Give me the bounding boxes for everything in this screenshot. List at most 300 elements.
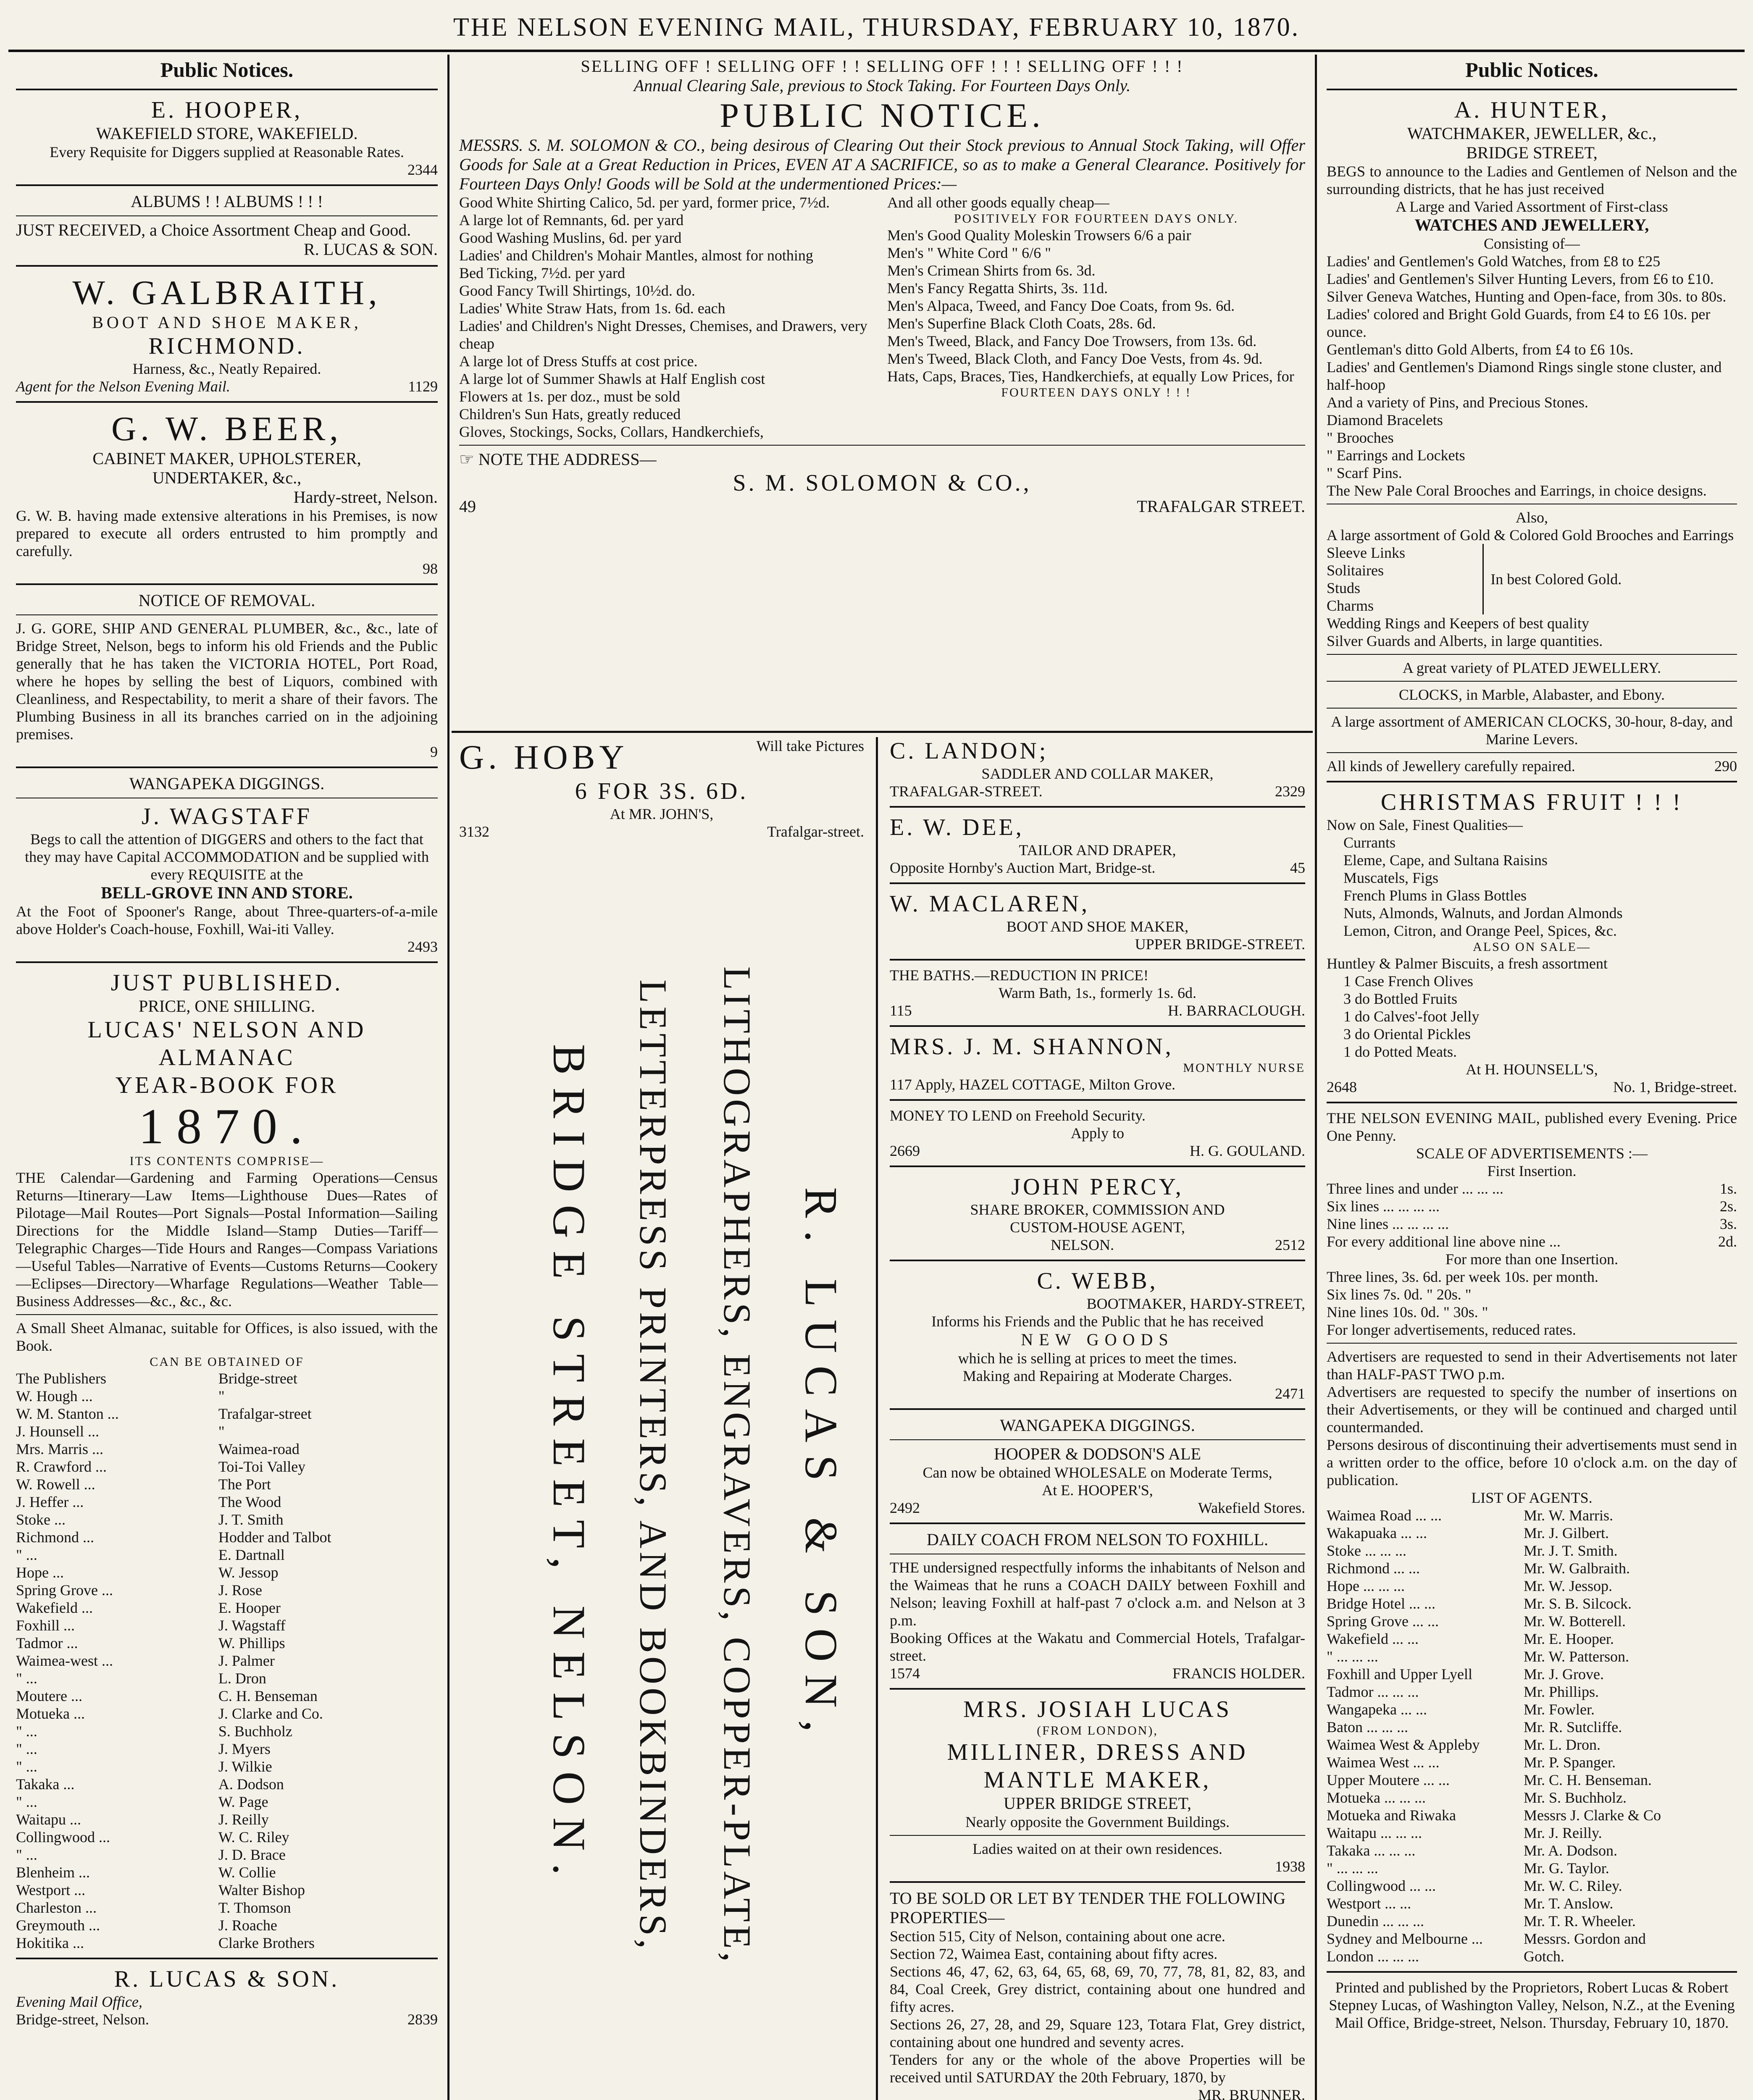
hunter-line: WATCHMAKER, JEWELLER, &c., <box>1407 124 1657 143</box>
hunter-title: WATCHES AND JEWELLERY, <box>1414 215 1649 234</box>
ale-text: Can now be obtained WHOLESALE on Moderate Terms, <box>922 1464 1272 1481</box>
agent-place: R. Crawford ... <box>16 1458 107 1475</box>
agent-row <box>16 1458 438 1475</box>
agent-row <box>1327 1771 1737 1789</box>
agent-place: Collingwood ... ... <box>1327 1877 1436 1894</box>
agent-place: W. Rowell ... <box>16 1476 95 1493</box>
rate-label: For every additional line above nine ... <box>1327 1233 1561 1250</box>
hunter-consisting: Consisting of— <box>1483 235 1580 252</box>
galbraith-name: W. GALBRAITH, <box>72 273 381 312</box>
agent-place: " ... <box>16 1740 37 1757</box>
agent-place: Stoke ... ... ... <box>1327 1542 1407 1559</box>
agent-place: Hokitika ... <box>16 1935 84 1951</box>
coach-name: FRANCIS HOLDER. <box>1172 1665 1305 1682</box>
solomon-address: S. M. SOLOMON & CO., <box>733 470 1032 496</box>
percy-town: NELSON. <box>1051 1236 1114 1253</box>
agent-row <box>1327 1595 1737 1612</box>
ale-footer <box>890 1499 1305 1517</box>
divider <box>890 882 1305 884</box>
price-item: FOURTEEN DAYS ONLY ! ! ! <box>1001 386 1191 399</box>
ad-number: 290 <box>1714 758 1737 774</box>
webb-name: C. WEBB, <box>1037 1268 1158 1294</box>
ad-number: 2329 <box>1275 783 1305 800</box>
agent-place: J. Hounsell ... <box>16 1423 99 1440</box>
agent-name: Mr. P. Spanger. <box>1523 1754 1616 1771</box>
divider <box>1327 1971 1737 1973</box>
agent-name: Mr. E. Hooper. <box>1523 1630 1614 1647</box>
wangapeka-title: WANGAPEKA DIGGINGS. <box>129 774 325 793</box>
divider <box>16 1958 438 1959</box>
divider <box>459 445 1305 446</box>
agent-row <box>1327 1507 1737 1524</box>
tender-item: Section 72, Waimea East, containing about fifty acres. <box>890 1945 1218 1962</box>
bracket-item: Charms <box>1327 597 1374 614</box>
price-item: Gloves, Stockings, Socks, Collars, Handkerchiefs, <box>459 423 764 440</box>
agent-place: Foxhill ... <box>16 1617 75 1634</box>
beer-line3: Hardy-street, Nelson. <box>293 488 438 507</box>
price-list-left <box>459 194 877 441</box>
ad-number: 2839 <box>407 2011 438 2028</box>
rate-value: 2s. <box>1719 1198 1737 1215</box>
jewellery-item: " Brooches <box>1327 429 1394 446</box>
divider <box>1327 681 1737 682</box>
divider <box>890 806 1305 808</box>
obtained-title: CAN BE OBTAINED OF <box>150 1355 304 1369</box>
maclaren-street: UPPER BRIDGE-STREET. <box>1135 936 1305 953</box>
agent-place: Richmond ... <box>16 1529 94 1546</box>
agent-name: W. Page <box>218 1793 268 1810</box>
agent-row <box>16 1722 438 1740</box>
agent-row <box>16 1405 438 1423</box>
fruit-also-text: Huntley & Palmer Biscuits, a fresh assortment <box>1327 955 1608 972</box>
footer-line1: Evening Mail Office, <box>16 1993 142 2010</box>
ad-number: 2492 <box>890 1499 920 1516</box>
vertical-line-2: LITHOGRAPHERS, ENGRAVERS, COPPER-PLATE, <box>716 966 759 1965</box>
agent-row <box>1327 1648 1737 1665</box>
galbraith-agent-row <box>16 378 438 395</box>
percy-line1: SHARE BROKER, COMMISSION AND <box>970 1201 1225 1218</box>
solomon-intro: MESSRS. S. M. SOLOMON & CO., being desirous of Clearing Out their Stock previous to Annual Stock Taking, will Offer Goods for Sale at a Great Reduction in Prices, EVEN AT A SACRIFICE, so as to make a General Clearance. Positively for Fourteen Days Only! Goods will be Sold at the undermentioned Prices:— <box>459 136 1305 193</box>
bell-grove-location: At the Foot of Spooner's Range, about Three-quarters-of-a-mile above Holder's Coach-house, Foxhill, Wai-iti Valley. <box>16 903 438 937</box>
agent-row <box>1327 1789 1737 1806</box>
hooper-text: Every Requisite for Diggers supplied at Reasonable Rates. <box>50 144 404 160</box>
agent-name: Mr. Phillips. <box>1523 1683 1599 1700</box>
agent-place: Collingwood ... <box>16 1829 110 1845</box>
agent-name: E. Hooper <box>218 1599 281 1616</box>
agent-name: Bridge-street <box>218 1370 297 1387</box>
galbraith-line2: RICHMOND. <box>148 333 305 359</box>
agent-place: Spring Grove ... ... <box>1327 1613 1439 1630</box>
coach-text: THE undersigned respectfully informs the inhabitants of Nelson and the Waimeas that he runs a COACH DAILY between Foxhill and Nelson; leaving Foxhill at half-past 7 o'clock a.m. and Nelson at 3 p.m. <box>890 1559 1305 1629</box>
agent-place: Wakefield ... <box>16 1599 93 1616</box>
divider <box>890 1881 1305 1883</box>
mrs-lucas-line: MILLINER, DRESS AND MANTLE MAKER, <box>947 1739 1248 1793</box>
tender-list <box>890 1927 1305 2051</box>
rate-row <box>1327 1180 1737 1197</box>
agent-row <box>16 1370 438 1387</box>
annual-sale: Annual Clearing Sale, previous to Stock Taking. For Fourteen Days Only. <box>633 76 1131 95</box>
agent-name: T. Thomson <box>218 1899 291 1916</box>
agent-name: E. Dartnall <box>218 1546 285 1563</box>
pointing-hand-icon: ☞ <box>459 450 478 469</box>
agent-name: " <box>218 1388 225 1404</box>
price-item: Hats, Caps, Braces, Ties, Handkerchiefs, at equally Low Prices, for <box>887 368 1294 385</box>
agent-row <box>16 1775 438 1793</box>
agent-name: Hodder and Talbot <box>218 1529 331 1546</box>
divider <box>890 1166 1305 1167</box>
agent-place: Wangapeka ... ... <box>1327 1701 1427 1718</box>
agent-place: Moutere ... <box>16 1688 82 1704</box>
shannon-name: MRS. J. M. SHANNON, <box>890 1034 1174 1060</box>
agent-name: J. Rose <box>218 1582 262 1599</box>
coach-footer <box>890 1664 1305 1682</box>
hunter-repaired: All kinds of Jewellery carefully repaired. <box>1327 758 1575 774</box>
agent-row <box>1327 1665 1737 1683</box>
tender-item: Sections 26, 27, 28, and 29, Square 123, Totara Flat, Grey district, containing about one hundred and seventy acres. <box>890 2016 1305 2050</box>
money-text: MONEY TO LEND on Freehold Security. <box>890 1107 1146 1124</box>
agent-row <box>16 1581 438 1599</box>
ad-number: 2344 <box>407 161 438 178</box>
agent-row <box>1327 1877 1737 1895</box>
agent-row <box>16 1687 438 1705</box>
agent-place: London ... ... ... <box>1327 1948 1419 1965</box>
beer-name: G. W. BEER, <box>111 410 342 448</box>
agent-place: " ... <box>16 1758 37 1775</box>
agent-name: J. Reilly <box>218 1811 269 1828</box>
price-item: Ladies' and Children's Night Dresses, Chemises, and Drawers, very cheap <box>459 318 867 352</box>
price-item: A large lot of Remnants, 6d. per yard <box>459 212 684 228</box>
agent-name: J. Myers <box>218 1740 271 1757</box>
agent-place: Hope ... ... ... <box>1327 1578 1405 1594</box>
baths-line: Warm Bath, 1s., formerly 1s. 6d. <box>998 984 1197 1001</box>
fruit-item: Lemon, Citron, and Orange Peel, Spices, &c. <box>1343 922 1617 939</box>
rate-row: Six lines 7s. 0d. " 20s. " <box>1327 1286 1472 1303</box>
agent-row <box>1327 1859 1737 1877</box>
webb-goods: NEW GOODS <box>1021 1330 1174 1349</box>
agent-name: Mr. W. Patterson. <box>1523 1648 1629 1665</box>
agent-place: Greymouth ... <box>16 1917 100 1934</box>
ale-place: Wakefield Stores. <box>1198 1499 1305 1516</box>
agent-row <box>1327 1577 1737 1595</box>
agent-row <box>16 1599 438 1617</box>
agent-place: " ... <box>16 1723 37 1740</box>
price-item: Children's Sun Hats, greatly reduced <box>459 406 681 423</box>
agent-row <box>16 1475 438 1493</box>
albums-signature: R. LUCAS & SON. <box>304 240 438 259</box>
hoby-text: Will take Pictures <box>756 738 864 754</box>
mrs-lucas-from: (FROM LONDON), <box>1037 1724 1158 1738</box>
ad-number: 2648 <box>1327 1079 1357 1095</box>
price-item: Good White Shirting Calico, 5d. per yard, former price, 7½d. <box>459 194 830 211</box>
hoby-top <box>459 737 864 777</box>
agent-name: Mr. J. Gilbert. <box>1523 1525 1609 1541</box>
agent-place: Richmond ... ... <box>1327 1560 1420 1577</box>
agent-row <box>16 1811 438 1828</box>
agent-name: Mr. J. Reilly. <box>1523 1824 1602 1841</box>
agent-row <box>1327 1806 1737 1824</box>
jewellery-item: Ladies' and Gentlemen's Silver Hunting Levers, from £6 to £10. <box>1327 270 1714 287</box>
jewellery-item: Silver Guards and Alberts, in large quantities. <box>1327 633 1603 649</box>
hoby-price: 6 FOR 3S. 6D. <box>575 778 749 804</box>
hunter-also-text: A large assortment of Gold & Colored Gold Brooches and Earrings <box>1327 527 1734 543</box>
agent-place: " ... <box>16 1546 37 1563</box>
more-insertion: For more than one Insertion. <box>1446 1251 1618 1268</box>
agent-place: Waitapu ... ... ... <box>1327 1824 1422 1841</box>
agent-place: Motueka and Riwaka <box>1327 1807 1456 1824</box>
agent-row <box>16 1564 438 1581</box>
section-header: Public Notices. <box>160 58 294 81</box>
rate-value: 3s. <box>1719 1215 1737 1232</box>
agent-row <box>16 1740 438 1758</box>
agent-row <box>1327 1824 1737 1842</box>
agent-row <box>1327 1736 1737 1754</box>
agent-place: Charleston ... <box>16 1899 97 1916</box>
hunter-items <box>1327 252 1737 499</box>
public-notice-title: PUBLIC NOTICE. <box>720 96 1045 134</box>
vertical-line-4: BRIDGE STREET, NELSON. <box>544 1044 595 1888</box>
masthead: THE NELSON EVENING MAIL, THURSDAY, FEBRUARY 10, 1870. <box>453 13 1300 42</box>
baths-footer <box>890 1002 1305 1019</box>
ad-number: 1574 <box>890 1665 920 1682</box>
agent-name: " <box>218 1423 225 1440</box>
beer-line1: CABINET MAKER, UPHOLSTERER, <box>92 449 361 468</box>
rate-label: Nine lines ... ... ... ... <box>1327 1215 1449 1232</box>
divider <box>16 961 438 963</box>
agent-name: Mr. C. H. Benseman. <box>1523 1772 1652 1788</box>
agent-name: W. Phillips <box>218 1635 285 1651</box>
rates-table <box>1327 1180 1737 1250</box>
shannon-addr: 117 Apply, HAZEL COTTAGE, Milton Grove. <box>890 1076 1176 1093</box>
webb-text3: Making and Repairing at Moderate Charges. <box>962 1368 1233 1384</box>
agent-place: Blenheim ... <box>16 1864 90 1881</box>
agent-row <box>1327 1683 1737 1701</box>
agent-row <box>16 1670 438 1687</box>
agent-name: Mr. W. Jessop. <box>1523 1578 1612 1594</box>
agent-row <box>16 1881 438 1899</box>
bracket-item: Studs <box>1327 580 1361 596</box>
rate-value: 1s. <box>1719 1180 1737 1197</box>
agent-row <box>16 1793 438 1811</box>
agent-name: Walter Bishop <box>218 1882 305 1898</box>
hoby-name: G. HOBY <box>459 738 628 776</box>
bracket-group <box>1327 544 1737 614</box>
fruit-footer <box>1327 1078 1737 1096</box>
ad-number: 1938 <box>1275 1858 1305 1875</box>
fruit-item: 3 do Bottled Fruits <box>1343 990 1458 1007</box>
advertisers-p3: Persons desirous of discontinuing their advertisements must send in a written order to the office, before 10 o'clock a.m. on the day of publication. <box>1327 1436 1737 1488</box>
tender-item: Section 515, City of Nelson, containing about one acre. <box>890 1928 1225 1945</box>
rate-label: Three lines and under ... ... ... <box>1327 1180 1503 1197</box>
jewellery-item: Diamond Bracelets <box>1327 412 1443 428</box>
agent-row <box>1327 1930 1737 1948</box>
baths-text: THE BATHS.—REDUCTION IN PRICE! <box>890 967 1149 984</box>
price-item: Men's Good Quality Moleskin Trowsers 6/6 a pair <box>887 227 1191 244</box>
agent-name: W. Jessop <box>218 1564 279 1581</box>
dee-addr: Opposite Hornby's Auction Mart, Bridge-st. <box>890 859 1156 876</box>
agent-name: Messrs. Gordon and <box>1523 1930 1646 1947</box>
almanac-line2: YEAR-BOOK FOR <box>115 1072 339 1098</box>
mrs-lucas-name: MRS. JOSIAH LUCAS <box>963 1696 1232 1722</box>
coach-offices: Booking Offices at the Wakatu and Commercial Hotels, Trafalgar-street. <box>890 1630 1305 1664</box>
agent-name: J. Clarke and Co. <box>218 1705 323 1722</box>
agent-place: Sydney and Melbourne ... <box>1327 1930 1483 1947</box>
agent-name: Mr. G. Taylor. <box>1523 1860 1609 1877</box>
sheet-almanac: A Small Sheet Almanac, suitable for Offices, is also issued, with the Book. <box>16 1320 438 1354</box>
bracket-label: In best Colored Gold. <box>1490 571 1622 588</box>
divider <box>890 1522 1305 1524</box>
almanac-line1: LUCAS' NELSON AND ALMANAC <box>87 1017 366 1071</box>
hunter-also: Also, <box>1515 509 1548 526</box>
hunter-plated: A great variety of PLATED JEWELLERY. <box>1402 659 1661 676</box>
agent-name: Trafalgar-street <box>218 1405 312 1422</box>
fruit-item: Eleme, Cape, and Sultana Raisins <box>1343 852 1548 869</box>
galbraith-agent: Agent for the Nelson Evening Mail. <box>16 378 230 395</box>
ale-at: At E. HOOPER'S, <box>1042 1482 1153 1499</box>
jewellery-item: The New Pale Coral Brooches and Earrings, in choice designs. <box>1327 482 1707 499</box>
column-rule-1 <box>447 55 449 2100</box>
agent-row <box>16 1828 438 1846</box>
agent-row <box>1327 1948 1737 1965</box>
agent-place: Baton ... ... ... <box>1327 1719 1408 1735</box>
fruit-item: 3 do Oriental Pickles <box>1343 1026 1471 1042</box>
first-insertion: First Insertion. <box>1487 1163 1577 1179</box>
webb-line: BOOTMAKER, HARDY-STREET, <box>1086 1295 1305 1312</box>
agent-name: C. H. Benseman <box>218 1688 318 1704</box>
almanac-year: 1870. <box>139 1098 315 1154</box>
footer-row <box>16 2011 438 2028</box>
agent-place: Hope ... <box>16 1564 64 1581</box>
agent-row <box>16 1758 438 1775</box>
fruit-also: ALSO ON SALE— <box>1473 940 1591 954</box>
agent-place: Motueka ... ... ... <box>1327 1789 1426 1806</box>
jewellery-item: " Earrings and Lockets <box>1327 447 1465 464</box>
contents-title: ITS CONTENTS COMPRISE— <box>129 1154 324 1168</box>
agent-name: Mr. S. B. Silcock. <box>1523 1595 1632 1612</box>
agent-name: Mr. Fowler. <box>1523 1701 1595 1718</box>
removal-text: J. G. GORE, SHIP AND GENERAL PLUMBER, &c., &c., late of Bridge Street, Nelson, begs to inform his old Friends and the Public generally that he has taken the VICTORIA HOTEL, Port Road, where he hopes by selling the best of Liquors, combined with Cleanliness, and Respectability, to merit a share of their favors. The Plumbing Business in all its branches carried on in the adjoining premises. <box>16 620 438 743</box>
beer-text: G. W. B. having made extensive alterations in his Premises, is now prepared to execute all orders entrusted to him promptly and carefully. <box>16 507 438 559</box>
agent-name: A. Dodson <box>218 1776 284 1793</box>
agent-row <box>16 1899 438 1916</box>
divider <box>16 614 438 615</box>
agent-row <box>16 1916 438 1934</box>
advertisers-p1: Advertisers are requested to send in their Advertisements not later than HALF-PAST TWO p.m. <box>1327 1348 1737 1383</box>
hunter-clocks: CLOCKS, in Marble, Alabaster, and Ebony. <box>1398 686 1665 703</box>
agent-row <box>1327 1754 1737 1771</box>
published-title: JUST PUBLISHED. <box>110 970 343 996</box>
dee-name: E. W. DEE, <box>890 814 1024 840</box>
fruit-item: Currants <box>1343 834 1396 851</box>
agent-place: Waimea-west ... <box>16 1652 113 1669</box>
agent-row <box>1327 1912 1737 1930</box>
percy-footer <box>890 1236 1305 1254</box>
agent-place: Upper Moutere ... ... <box>1327 1772 1450 1788</box>
column-public-notices-right <box>1319 57 1745 2100</box>
longer-ads: For longer advertisements, reduced rates. <box>1327 1321 1576 1338</box>
price-item: A large lot of Dress Stuffs at cost price. <box>459 353 698 370</box>
agent-name: Mr. T. R. Wheeler. <box>1523 1913 1636 1929</box>
albums-title: ALBUMS ! ! ALBUMS ! ! ! <box>131 192 323 211</box>
agent-place: Motueka ... <box>16 1705 85 1722</box>
money-name: H. G. GOULAND. <box>1190 1142 1305 1159</box>
agent-name: W. C. Riley <box>218 1829 289 1845</box>
agent-name: Waimea-road <box>218 1441 300 1457</box>
agent-place: Takaka ... ... ... <box>1327 1842 1416 1859</box>
ale-name: HOOPER & DODSON'S ALE <box>994 1444 1201 1463</box>
ad-number: 1129 <box>408 378 438 395</box>
landon-street: TRAFALGAR-STREET. <box>890 783 1043 800</box>
agent-name: Mr. J. T. Smith. <box>1523 1542 1618 1559</box>
agent-place: " ... <box>16 1670 37 1687</box>
agent-name: Clarke Brothers <box>218 1935 315 1951</box>
solomon-footer <box>459 497 1305 516</box>
agent-name: Mr. W. C. Riley. <box>1523 1877 1622 1894</box>
ad-number: 115 <box>890 1002 912 1019</box>
divider <box>890 1408 1305 1410</box>
divider <box>1327 752 1737 753</box>
mail-text: THE NELSON EVENING MAIL, published every Evening. Price One Penny. <box>1327 1110 1737 1144</box>
price-item: Ladies' and Children's Mohair Mantles, almost for nothing <box>459 247 813 264</box>
agent-row <box>1327 1524 1737 1542</box>
agent-place: Wakefield ... ... <box>1327 1630 1419 1647</box>
mrs-lucas-street: UPPER BRIDGE STREET, <box>1003 1794 1192 1813</box>
agent-name: J. Palmer <box>218 1652 275 1669</box>
agent-name: Mr. W. Botterell. <box>1523 1613 1626 1630</box>
divider <box>16 766 438 768</box>
agent-place: Takaka ... <box>16 1776 75 1793</box>
hunter-street: BRIDGE STREET, <box>1466 143 1598 162</box>
fruit-items <box>1327 834 1737 940</box>
agent-name: Mr. W. Galbraith. <box>1523 1560 1630 1577</box>
agent-name: Messrs J. Clarke & Co <box>1523 1807 1661 1824</box>
tender-name: MR. BRUNNER. <box>1198 2087 1305 2100</box>
tender-title: TO BE SOLD OR LET BY TENDER THE FOLLOWING PROPERTIES— <box>890 1889 1286 1927</box>
money-footer <box>890 1142 1305 1160</box>
price-item: Men's Tweed, Black, and Fancy Doe Trowsers, from 13s. 6d. <box>887 333 1257 349</box>
agent-row <box>16 1511 438 1528</box>
agent-place: Tadmor ... ... ... <box>1327 1683 1419 1700</box>
agent-row <box>1327 1612 1737 1630</box>
coach-title: DAILY COACH FROM NELSON TO FOXHILL. <box>926 1530 1269 1549</box>
ad-number: 9 <box>430 743 438 760</box>
agent-place: Waimea West & Appleby <box>1327 1736 1480 1753</box>
rate-label: Six lines ... ... ... ... <box>1327 1198 1440 1215</box>
vertical-line-1: R. LUCAS & SON, <box>796 1187 847 1745</box>
fruit-item: Nuts, Almonds, Walnuts, and Jordan Almonds <box>1343 905 1623 921</box>
price-item: Men's Tweed, Black Cloth, and Fancy Doe Vests, from 4s. 9d. <box>887 350 1263 367</box>
fruit-item: 1 do Potted Meats. <box>1343 1043 1457 1060</box>
ad-number: 98 <box>423 560 438 577</box>
ale-title: WANGAPEKA DIGGINGS. <box>1000 1416 1195 1435</box>
bell-grove-inn: BELL-GROVE INN AND STORE. <box>101 883 353 902</box>
agent-place: W. M. Stanton ... <box>16 1405 119 1422</box>
baths-name: H. BARRACLOUGH. <box>1167 1002 1305 1019</box>
jewellery-item: Ladies' and Gentlemen's Diamond Rings single stone cluster, and half-hoop <box>1327 359 1722 393</box>
fruit-item: 1 do Calves'-foot Jelly <box>1343 1008 1480 1025</box>
bracket-items <box>1327 544 1484 614</box>
landon-footer <box>890 782 1305 800</box>
maclaren-name: W. MACLAREN, <box>890 891 1090 917</box>
jewellery-item: Wedding Rings and Keepers of best quality <box>1327 615 1589 632</box>
galbraith-text: Harness, &c., Neatly Repaired. <box>132 360 321 377</box>
agent-place: Mrs. Marris ... <box>16 1441 103 1457</box>
column-public-notices-left <box>8 57 445 2100</box>
agent-name: L. Dron <box>218 1670 266 1687</box>
fruit-at: At H. HOUNSELL'S, <box>1466 1061 1598 1078</box>
agents-list <box>16 1370 438 1952</box>
price-list-right <box>887 194 1305 441</box>
divider <box>16 265 438 267</box>
